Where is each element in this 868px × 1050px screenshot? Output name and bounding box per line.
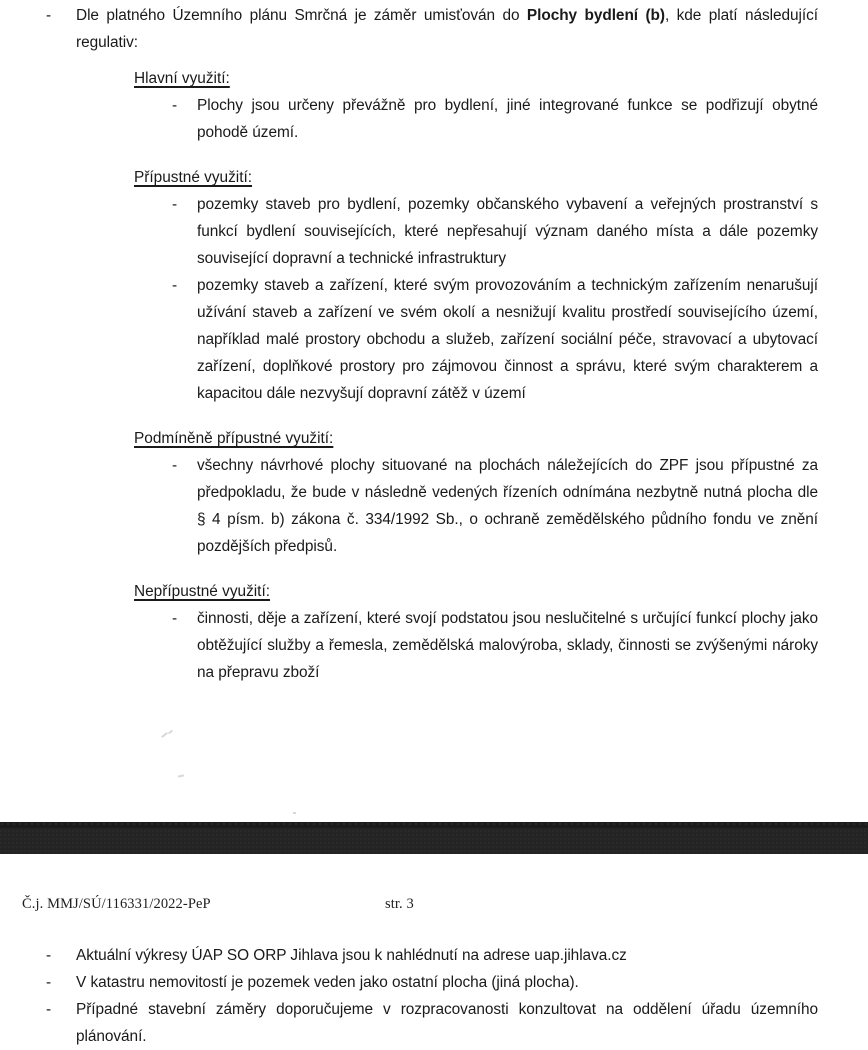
intro-text-before-bold: Dle platného Územního plánu Smrčná je záměr umisťován do <box>76 7 527 24</box>
section-item-text: činnosti, děje a zařízení, které svojí podstatou jsou neslučitelné s určující funkcí plochy jako obtěžující služby a řemesla, zemědělská malovýroba, sklady, činnosti se zvýšenými nároky na přepravu zboží <box>197 610 818 681</box>
section-heading-label: Nepřípustné využití: <box>134 583 271 600</box>
section-item-text: pozemky staveb pro bydlení, pozemky občanského vybavení a veřejných prostranství s funkcí bydlení souvisejících, které nepřesahují význam daného místa a dále pozemky související dopravní a technické infrastruktury <box>197 196 818 267</box>
intro-bold-term: Plochy bydlení (b) <box>526 7 665 24</box>
footer-note-text: V katastru nemovitostí je pozemek veden jako ostatní plocha (jiná plocha). <box>76 974 579 991</box>
intro-paragraph <box>76 2 818 56</box>
list-item <box>0 272 868 407</box>
scan-speck <box>161 732 168 738</box>
spacer <box>0 407 868 425</box>
footer-note-text: Aktuální výkresy ÚAP SO ORP Jihlava jsou k nahlédnutí na adrese uap.jihlava.cz <box>76 947 627 964</box>
bullet-dash: - <box>46 7 52 24</box>
spacer <box>0 146 868 164</box>
section-item-text: pozemky staveb a zařízení, které svým provozováním a technickým zařízením nenarušují užívání staveb a zařízení ve svém okolí a nesnižují kvalitu prostředí souvisejícího území, například malé prostory obchodu a služeb, zařízení sociální péče, stravovací a ubytovací zařízení, doplňkové prostory pro zájmovou činnost a správu, které svým charakterem a kapacitou dále nezvyšují dopravní zátěž v území <box>197 277 818 402</box>
bullet-dash: - <box>172 196 178 213</box>
scan-speck <box>178 774 184 777</box>
list-item <box>0 969 868 996</box>
list-item <box>0 605 868 686</box>
bullet-dash: - <box>172 457 178 474</box>
list-item <box>0 996 868 1050</box>
section-heading-podminene-pripustne-vyuziti <box>0 425 868 452</box>
spacer <box>0 560 868 578</box>
section-heading-pripustne-vyuziti <box>0 164 868 191</box>
intro-text-after-bold: , kde platí následující regulativ: <box>76 7 818 51</box>
bullet-dash: - <box>46 947 52 964</box>
list-item <box>0 942 868 969</box>
reference-number: Č.j. MMJ/SÚ/116331/2022-PeP <box>22 896 211 912</box>
scan-speck <box>168 730 173 735</box>
section-heading-label: Přípustné využití: <box>134 169 253 186</box>
bullet-dash: - <box>46 974 52 991</box>
document-main-body <box>0 2 868 686</box>
footer-note-text: Případné stavební záměry doporučujeme v rozpracovanosti konzultovat na oddělení úřadu územního plánování. <box>76 1001 818 1045</box>
list-item <box>0 92 868 146</box>
bullet-dash: - <box>172 277 178 294</box>
section-item-text: všechny návrhové plochy situované na plochách náležejících do ZPF jsou přípustné za předpokladu, že bude v následně vedených řízeních odnímána nezbytně nutná plocha dle § 4 písm. b) zákona č. 334/1992 Sb., o ochraně zemědělského půdního fondu ve znění pozdějších předpisů. <box>197 457 818 555</box>
list-item <box>0 452 868 560</box>
list-item <box>0 2 868 56</box>
spacer <box>0 56 868 65</box>
bullet-dash: - <box>46 1001 52 1018</box>
section-heading-hlavni-vyuziti <box>0 65 868 92</box>
scan-dark-band <box>0 822 868 854</box>
list-item <box>0 191 868 272</box>
scan-speck <box>293 812 296 814</box>
footer-notes-list <box>0 942 868 1050</box>
page-number: str. 3 <box>385 896 414 912</box>
section-item-text: Plochy jsou určeny převážně pro bydlení, jiné integrované funkce se podřizují obytné pohodě území. <box>197 97 818 141</box>
bullet-dash: - <box>172 97 178 114</box>
section-heading-nepripustne-vyuziti <box>0 578 868 605</box>
section-heading-label: Hlavní využití: <box>134 70 230 87</box>
bullet-dash: - <box>172 610 178 627</box>
section-heading-label: Podmíněně přípustné využití: <box>134 430 334 447</box>
